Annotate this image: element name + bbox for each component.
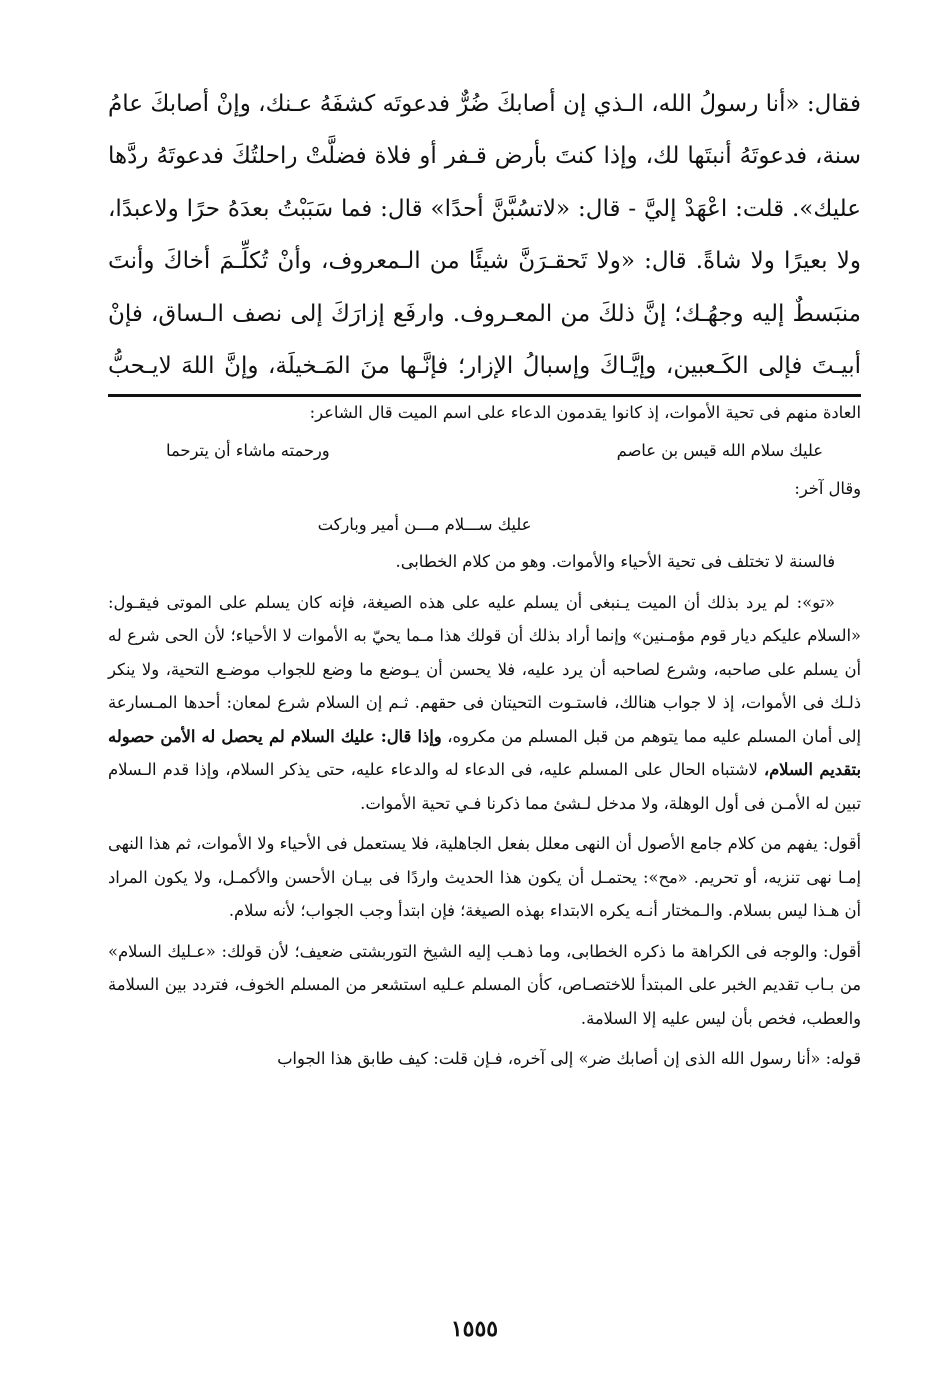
- paragraph-tu-bold: وإذا قال: عليك السلام لم يحصل له الأمن حصوله بتقديم السلام،: [108, 726, 862, 779]
- main-line-4: ولا بعيرًا ولا شاةً. قال: «ولا تَحقـرَنَّ شيئًا من الـمعروف، وأنْ تُكلِّـمَ أخاكَ وأنتَ: [108, 248, 861, 275]
- footnote-line-custom: العادة منهم فى تحية الأموات، إذ كانوا يقدمون الدعاء على اسم الميت قال الشاعر:: [309, 403, 861, 422]
- paragraph-aqul-1: أقول: يفهم من كلام جامع الأصول أن النهى معلل بفعل الجاهلية، فلا يستعمل فى الأحياء ولا الأموات، ثم هذا النهى إمـا نهى تنزيه، أو تحريم. «مح»: يحتمـل أن يكون هذا الحديث واردًا فى بيـان الأحسن والأكمـل، ولا يكون المراد أن هـذا ليس بسلام. والـمختار أنـه يكره الابتداء بهذه الصيغة؛ فإن ابتدأ وجب الجواب؛ لأنه سلام.: [108, 834, 861, 920]
- main-line-3: عليك». قلت: اعْهَدْ إليَّ - قال: «لاتسُبَّنَّ أحدًا» قال: فما سَبَبْتُ بعدَهُ حرًا ولاعبدًا،: [108, 195, 861, 222]
- main-line-1: فقال: «أنا رسولُ الله، الـذي إن أصابكَ ضُرٌّ فدعوتَه كشفَهُ عـنك، وإنْ أصابكَ عامُ: [108, 91, 861, 117]
- paragraph-tu: [108, 586, 861, 821]
- main-hadith-text: [108, 78, 861, 392]
- commentary-footnotes: [108, 396, 861, 1076]
- main-line-2: سنة، فدعوتَهُ أنبتَها لك، وإذا كنتَ بأرض قـفر أو فلاة فضلَّتْ راحلتُكَ فدعوتَهُ ردَّها: [108, 143, 861, 170]
- another-poet-label: وقال آخر:: [794, 478, 861, 498]
- page-number: ١٥٥٥: [450, 1316, 499, 1342]
- paragraph-qawluh: قوله: «أنا رسول الله الذى إن أصابك ضر» إلى آخره، فـإن قلت: كيف طابق هذا الجواب: [277, 1049, 861, 1068]
- paragraph-tu-end: لاشتباه الحال على المسلم عليه، فى الدعاء له والدعاء عليه، حتى يذكر السلام، وإذا قدم الـسلام تبين له الأمـن فى أول الوهلة، ولا مدخل لـشئ مما ذكرنا فـي تحية الأموات.: [108, 760, 861, 813]
- verse-1-hemistich-left: ورحمته ماشاء أن يترحما: [166, 440, 330, 460]
- main-line-6: أبيـتَ فإلى الكَـعبين، وإيَّـاكَ وإسبالُ الإزار؛ فإنَّـها منَ المَـخيلَة، وإنَّ اللهَ لايـحبُّ: [108, 353, 861, 380]
- poem-verse-1: [166, 430, 823, 472]
- poem-verse-2: عليك ســـلام مـــن أمير وباركت: [317, 515, 532, 534]
- main-line-5: منبَسطٌ إليه وجهُـك؛ إنَّ ذلكَ من المعـروف. وارفَع إزارَكَ إلى نصف الـساق، فإنْ: [108, 300, 861, 327]
- sunna-line: فالسنة لا تختلف فى تحية الأحياء والأموات. وهو من كلام الخطابى.: [395, 552, 835, 571]
- paragraph-tu-start: «تو»: لم يرد بذلك أن الميت يـنبغى أن يسلم عليه على هذه الصيغة، فإنه كان يسلم على الموتى فيقـول: «السلام عليكم ديار قوم مؤمـنين» وإنما أراد بذلك أن قولك هذا مـما يحيّ به الأموات لا الأحياء؛ لأن الحى شرع له أن يسلم على صاحبه، وشرع لصاحبه أن يرد عليه، فلا يحسن أن يـوضع ما وضع للجواب موضـع التحية، ولا ينكر ذلـك فى الأموات، إذ لا جواب هنالك، فاستـوت التحيتان فى حقهم. ثـم إن السلام شرع لمعان: أحدها المـسارعة إلى أمان المسلم عليه مما يتوهم من قبل المسلم من مكروه،: [108, 592, 861, 746]
- verse-1-hemistich-right: عليك سلام الله قيس بن عاصم: [616, 440, 823, 460]
- paragraph-aqul-2: أقول: والوجه فى الكراهة ما ذكره الخطابى، وما ذهـب إليه الشيخ التوربشتى ضعيف؛ لأن قولك: «عـليك السلام» من بـاب تقديم الخبر على المبتدأ للاختصـاص، كأن المسلم عـليه استشعر من المسلم الخوف، فتردد بين السلامة والعطب، فخص بأن ليس عليه إلا السلامة.: [108, 941, 861, 1028]
